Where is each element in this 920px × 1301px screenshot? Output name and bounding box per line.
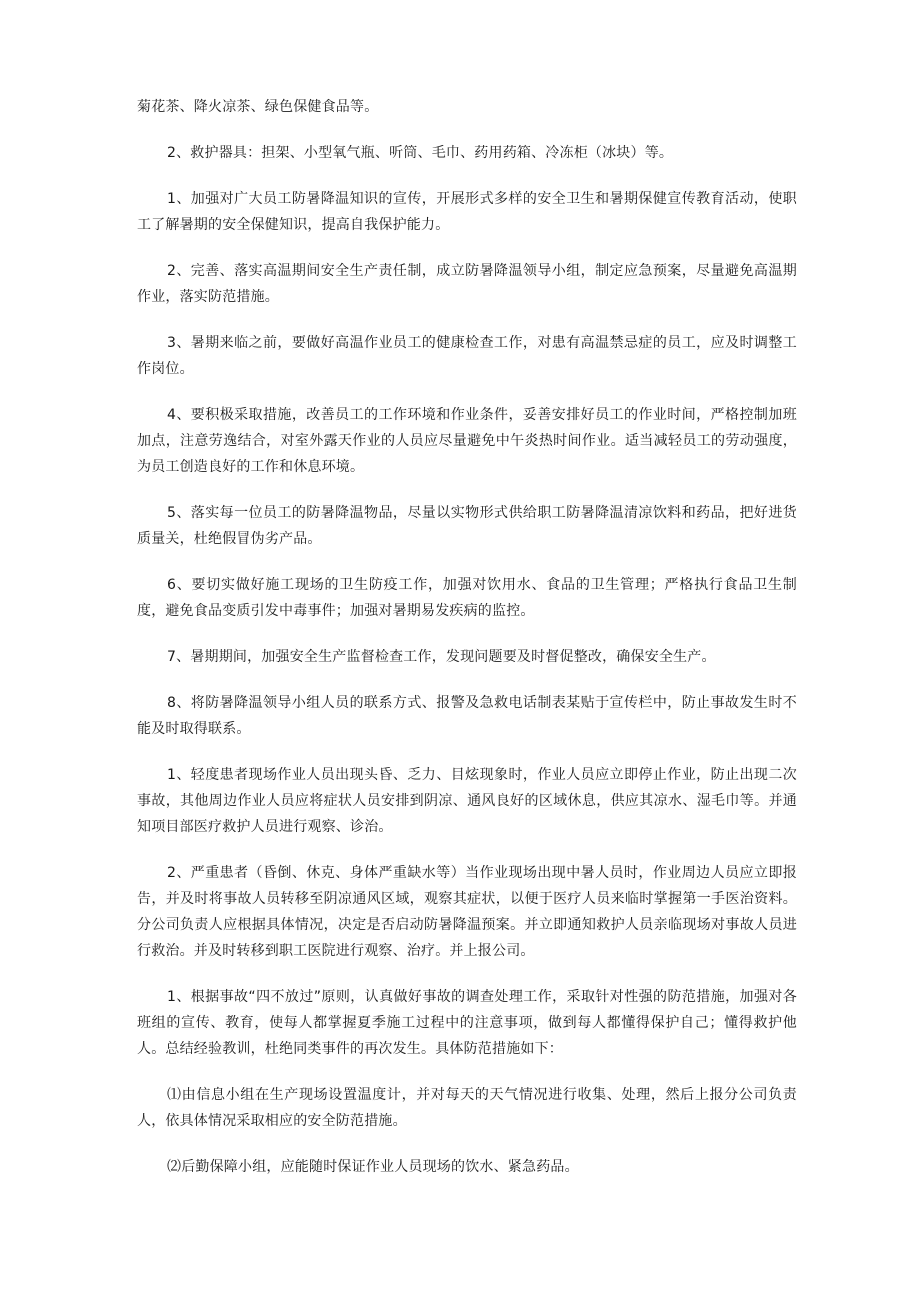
paragraph-3: 1、加强对广大员工防暑降温知识的宣传，开展形式多样的安全卫生和暑期保健宣传教育活动，使职工了解暑期的安全保健知识，提高自我保护能力。	[137, 191, 797, 233]
paragraph-6: 4、要积极采取措施，改善员工的工作环境和作业条件，妥善安排好员工的作业时间，严格控制加班加点，注意劳逸结合，对室外露天作业的人员应尽量避免中午炎热时间作业。适当减轻员工的劳动强度，为员工创造良好的工作和休息环境。	[137, 407, 797, 475]
paragraph-14: ⑴由信息小组在生产现场设置温度计，并对每天的天气情况进行收集、处理，然后上报分公司负责人，依具体情况采取相应的安全防范措施。	[137, 1087, 797, 1129]
paragraph-10: 8、将防暑降温领导小组人员的联系方式、报警及急救电话制表某贴于宣传栏中，防止事故发生时不能及时取得联系。	[137, 695, 797, 737]
paragraph-1: 菊花茶、降火凉茶、绿色保健食品等。	[137, 99, 379, 115]
paragraph-9: 7、暑期期间，加强安全生产监督检查工作，发现问题要及时督促整改，确保安全生产。	[167, 649, 716, 665]
paragraph-15: ⑵后勤保障小组，应能随时保证作业人员现场的饮水、紧急药品。	[167, 1159, 579, 1175]
paragraph-4: 2、完善、落实高温期间安全生产责任制，成立防暑降温领导小组，制定应急预案，尽量避免高温期作业，落实防范措施。	[137, 263, 797, 305]
paragraph-2: 2、救护器具：担架、小型氧气瓶、听筒、毛巾、药用药箱、冷冻柜（冰块）等。	[167, 145, 674, 161]
document-body	[137, 94, 797, 1180]
paragraph-8: 6、要切实做好施工现场的卫生防疫工作，加强对饮用水、食品的卫生管理；严格执行食品卫生制度，避免食品变质引发中毒事件；加强对暑期易发疾病的监控。	[137, 577, 797, 619]
paragraph-11: 1、轻度患者现场作业人员出现头昏、乏力、目炫现象时，作业人员应立即停止作业，防止出现二次事故，其他周边作业人员应将症状人员安排到阴凉、通风良好的区域休息，供应其凉水、湿毛巾等。并通知项目部医疗救护人员进行观察、诊治。	[137, 767, 797, 835]
paragraph-5: 3、暑期来临之前，要做好高温作业员工的健康检查工作，对患有高温禁忌症的员工，应及时调整工作岗位。	[137, 335, 797, 377]
paragraph-12: 2、严重患者（昏倒、休克、身体严重缺水等）当作业现场出现中暑人员时，作业周边人员应立即报告，并及时将事故人员转移至阴凉通风区域，观察其症状，以便于医疗人员来临时掌握第一手医治资料。分公司负责人应根据具体情况，决定是否启动防暑降温预案。并立即通知救护人员亲临现场对事故人员进行救治。并及时转移到职工医院进行观察、治疗。并上报公司。	[137, 865, 797, 959]
paragraph-13: 1、根据事故“四不放过”原则，认真做好事故的调查处理工作，采取针对性强的防范措施，加强对各班组的宣传、教育，使每人都掌握夏季施工过程中的注意事项，做到每人都懂得保护自己；懂得救护他人。总结经验教训，杜绝同类事件的再次发生。具体防范措施如下：	[137, 989, 797, 1057]
paragraph-7: 5、落实每一位员工的防暑降温物品，尽量以实物形式供给职工防暑降温清凉饮料和药品，把好进货质量关，杜绝假冒伪劣产品。	[137, 505, 797, 547]
